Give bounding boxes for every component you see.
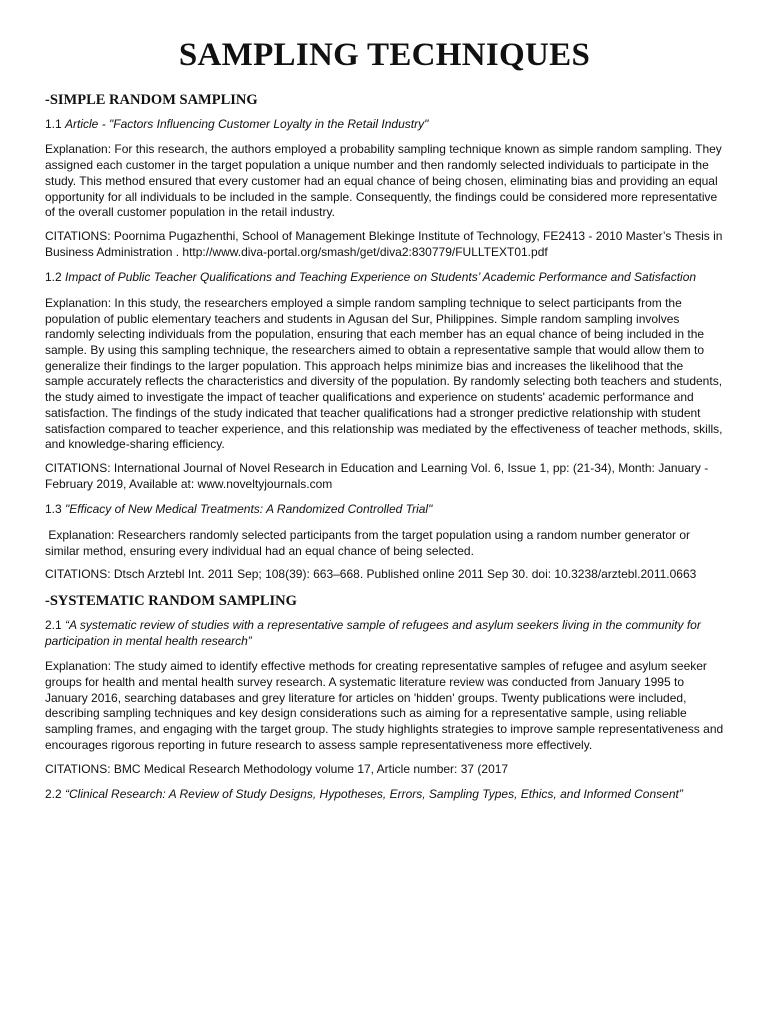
- explanation-paragraph: Explanation: For this research, the authors employed a probability sampling technique known as simple random sampling. They assigned each customer in the target population a unique number and then randomly selected individuals to participate in the study. This method ensured that every customer had an equal chance of being chosen, eliminating bias and providing an equal opportunity for all individuals to be included in the sample. Consequently, the findings could be considered more representative of the overall customer population in the retail industry.: [45, 142, 722, 220]
- item-title: [45, 117, 724, 133]
- reference-item-2-1: [45, 618, 724, 777]
- item-title-text: Article - "Factors Influencing Customer Loyalty in the Retail Industry": [65, 116, 429, 131]
- item-title-text: “A systematic review of studies with a representative sample of refugees and asylum seekers living in the community for participation in mental health research”: [45, 618, 701, 648]
- item-title: [45, 618, 724, 649]
- document-title: SAMPLING TECHNIQUES: [178, 37, 591, 73]
- explanation-paragraph: Explanation: The study aimed to identify effective methods for creating representative samples of refugee and asylum seeker groups for health and mental health survey research. A systematic literature review was conducted from January 1995 to January 2016, searching databases and grey literature for articles on 'hidden' groups. Twenty publications were included, describing sampling techniques and key design considerations such as aiming for a representative sample, using reliable sampling frames, and engaging with the target group. The study highlights strategies to improve sample representativeness and encourages rigorous reporting in future research to assess sample representativeness more effectively.: [45, 659, 724, 752]
- section-heading: -SYSTEMATIC RANDOM SAMPLING: [45, 592, 297, 609]
- section-systematic-random-sampling: [45, 593, 724, 803]
- citation-paragraph: CITATIONS: Dtsch Arztebl Int. 2011 Sep; 108(39): 663–668. Published online 2011 Sep 30. doi: 10.3238/arztebl.2011.0663: [45, 567, 697, 582]
- reference-item-1-1: [45, 117, 724, 260]
- reference-item-2-2: [45, 787, 724, 803]
- item-title: [45, 787, 724, 803]
- item-number: 1.1: [45, 116, 66, 131]
- item-title-text: "Efficacy of New Medical Treatments: A Randomized Controlled Trial": [65, 502, 433, 517]
- item-number: 2.1: [45, 618, 66, 633]
- item-title-text: “Clinical Research: A Review of Study Designs, Hypotheses, Errors, Sampling Types, Ethics, and Informed Consent”: [65, 787, 683, 802]
- item-number: 1.2: [45, 270, 66, 285]
- citation-paragraph: CITATIONS: Poornima Pugazhenthi, School of Management Blekinge Institute of Technology, FE2413 - 2010 Master’s Thesis in Business Administration . http://www.diva-portal.org/smash/get/diva2:830779/FULLTEXT01.pdf: [45, 229, 723, 259]
- item-title-text: Impact of Public Teacher Qualifications and Teaching Experience on Students’ Academic Performance and Satisfaction: [65, 270, 697, 285]
- reference-item-1-3: [45, 502, 724, 583]
- reference-item-1-2: [45, 270, 724, 492]
- section-simple-random-sampling: [45, 92, 724, 583]
- item-title: [45, 502, 724, 518]
- explanation-paragraph: Explanation: In this study, the researchers employed a simple random sampling technique to select participants from the population of public elementary teachers and students in Agusan del Sur, Philippines. Simple random sampling involves randomly selecting individuals from the population, ensuring that each member has an equal chance of being included in the sample. By using this sampling technique, the researchers aimed to obtain a representative sample that would allow them to generalize their findings to the larger population. This approach helps minimize bias and increases the likelihood that the sample accurately reflects the characteristics and diversity of the population. By randomly selecting both teachers and students, the study aimed to investigate the impact of teacher qualifications and experience on students' academic performance and satisfaction. The findings of the study indicated that teacher qualifications had a stronger predictive relationship with student satisfaction compared to teacher experience, and this relationship was mediated by the effectiveness of teacher methods, skills, and knowledge-sharing efficiency.: [45, 295, 723, 452]
- citation-paragraph: CITATIONS: BMC Medical Research Methodology volume 17, Article number: 37 (2017: [45, 761, 509, 776]
- explanation-paragraph: Explanation: Researchers randomly selected participants from the target population using a random number generator or similar method, ensuring every individual had an equal chance of being selected.: [45, 527, 694, 558]
- item-number: 2.2: [45, 787, 66, 802]
- section-heading: -SIMPLE RANDOM SAMPLING: [45, 91, 258, 108]
- item-title: [45, 270, 724, 286]
- item-number: 1.3: [45, 502, 66, 517]
- citation-paragraph: CITATIONS: International Journal of Novel Research in Education and Learning Vol. 6, Issue 1, pp: (21-34), Month: January - February 2019, Available at: www.noveltyjournals.com: [45, 460, 709, 491]
